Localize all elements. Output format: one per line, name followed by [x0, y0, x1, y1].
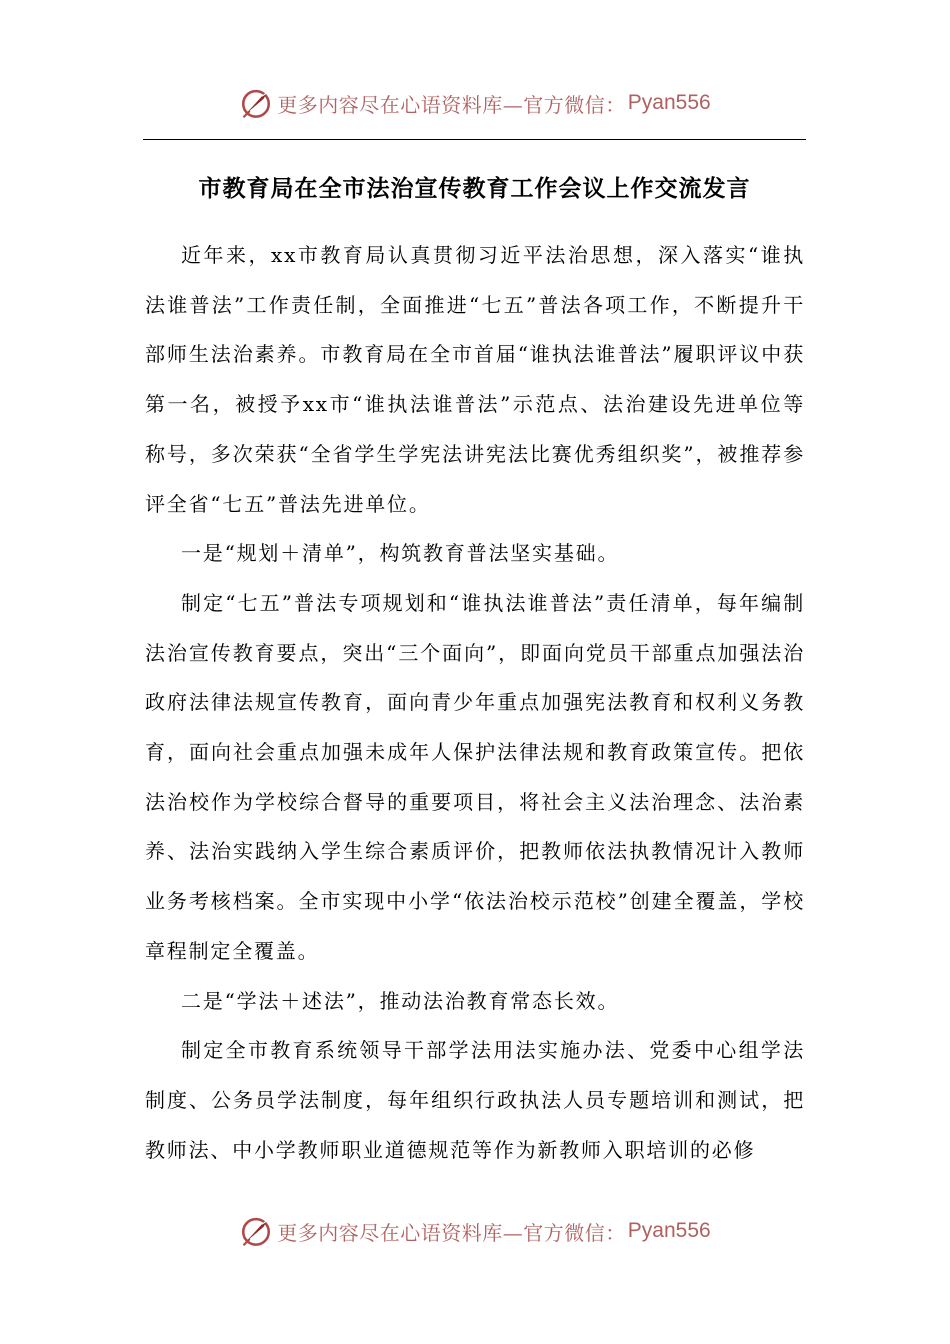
- paragraph-heading-2: 二是“学法＋述法”，推动法治教育常态长效。: [181, 988, 620, 1013]
- banner-text: 更多内容尽在心语资料库—官方微信：: [277, 1220, 626, 1245]
- paragraph-intro: 近年来，xx市教育局认真贯彻习近平法治思想，深入落实“谁执法谁普法”工作责任制，全面推进“七五”普法各项工作，不断提升干部师生法治素养。市教育局在全市首届“谁执法谁普法”履职评议中获第一名，被授予xx市“谁执法谁普法”示范点、法治建设先进单位等称号，多次荣获“全省学生学宪法讲宪法比赛优秀组织奖”，被推荐参评全省“七五”普法先进单位。: [145, 243, 805, 516]
- pen-nib-icon: [239, 1214, 273, 1248]
- paragraph-section-2: 制定全市教育系统领导干部学法用法实施办法、党委中心组学法制度、公务员学法制度，每年组织行政执法人员专题培训和测试，把教师法、中小学教师职业道德规范等作为新教师入职培训的必修: [145, 1038, 805, 1162]
- pen-nib-icon: [239, 86, 273, 120]
- footer-banner: [0, 1211, 950, 1251]
- header-divider: [143, 139, 806, 140]
- paragraph-section-1: 制定“七五”普法专项规划和“谁执法谁普法”责任清单，每年编制法治宣传教育要点，突出“三个面向”，即面向党员干部重点加强法治政府法律法规宣传教育，面向青少年重点加强宪法教育和权利义务教育，面向社会重点加强未成年人保护法律法规和教育政策宣传。把依法治校作为学校综合督导的重要项目，将社会主义法治理念、法治素养、法治实践纳入学生综合素质评价，把教师依法执教情况计入教师业务考核档案。全市实现中小学“依法治校示范校”创建全覆盖，学校章程制定全覆盖。: [145, 590, 805, 963]
- wechat-id: Pyan556: [627, 1219, 711, 1242]
- document-title: 市教育局在全市法治宣传教育工作会议上作交流发言: [198, 176, 751, 202]
- header-banner: [0, 83, 950, 123]
- paragraph-heading-1: 一是“规划＋清单”，构筑教育普法坚实基础。: [181, 541, 620, 566]
- document-body: [145, 231, 805, 1175]
- banner-text: 更多内容尽在心语资料库—官方微信：: [277, 92, 626, 117]
- wechat-id: Pyan556: [627, 91, 711, 114]
